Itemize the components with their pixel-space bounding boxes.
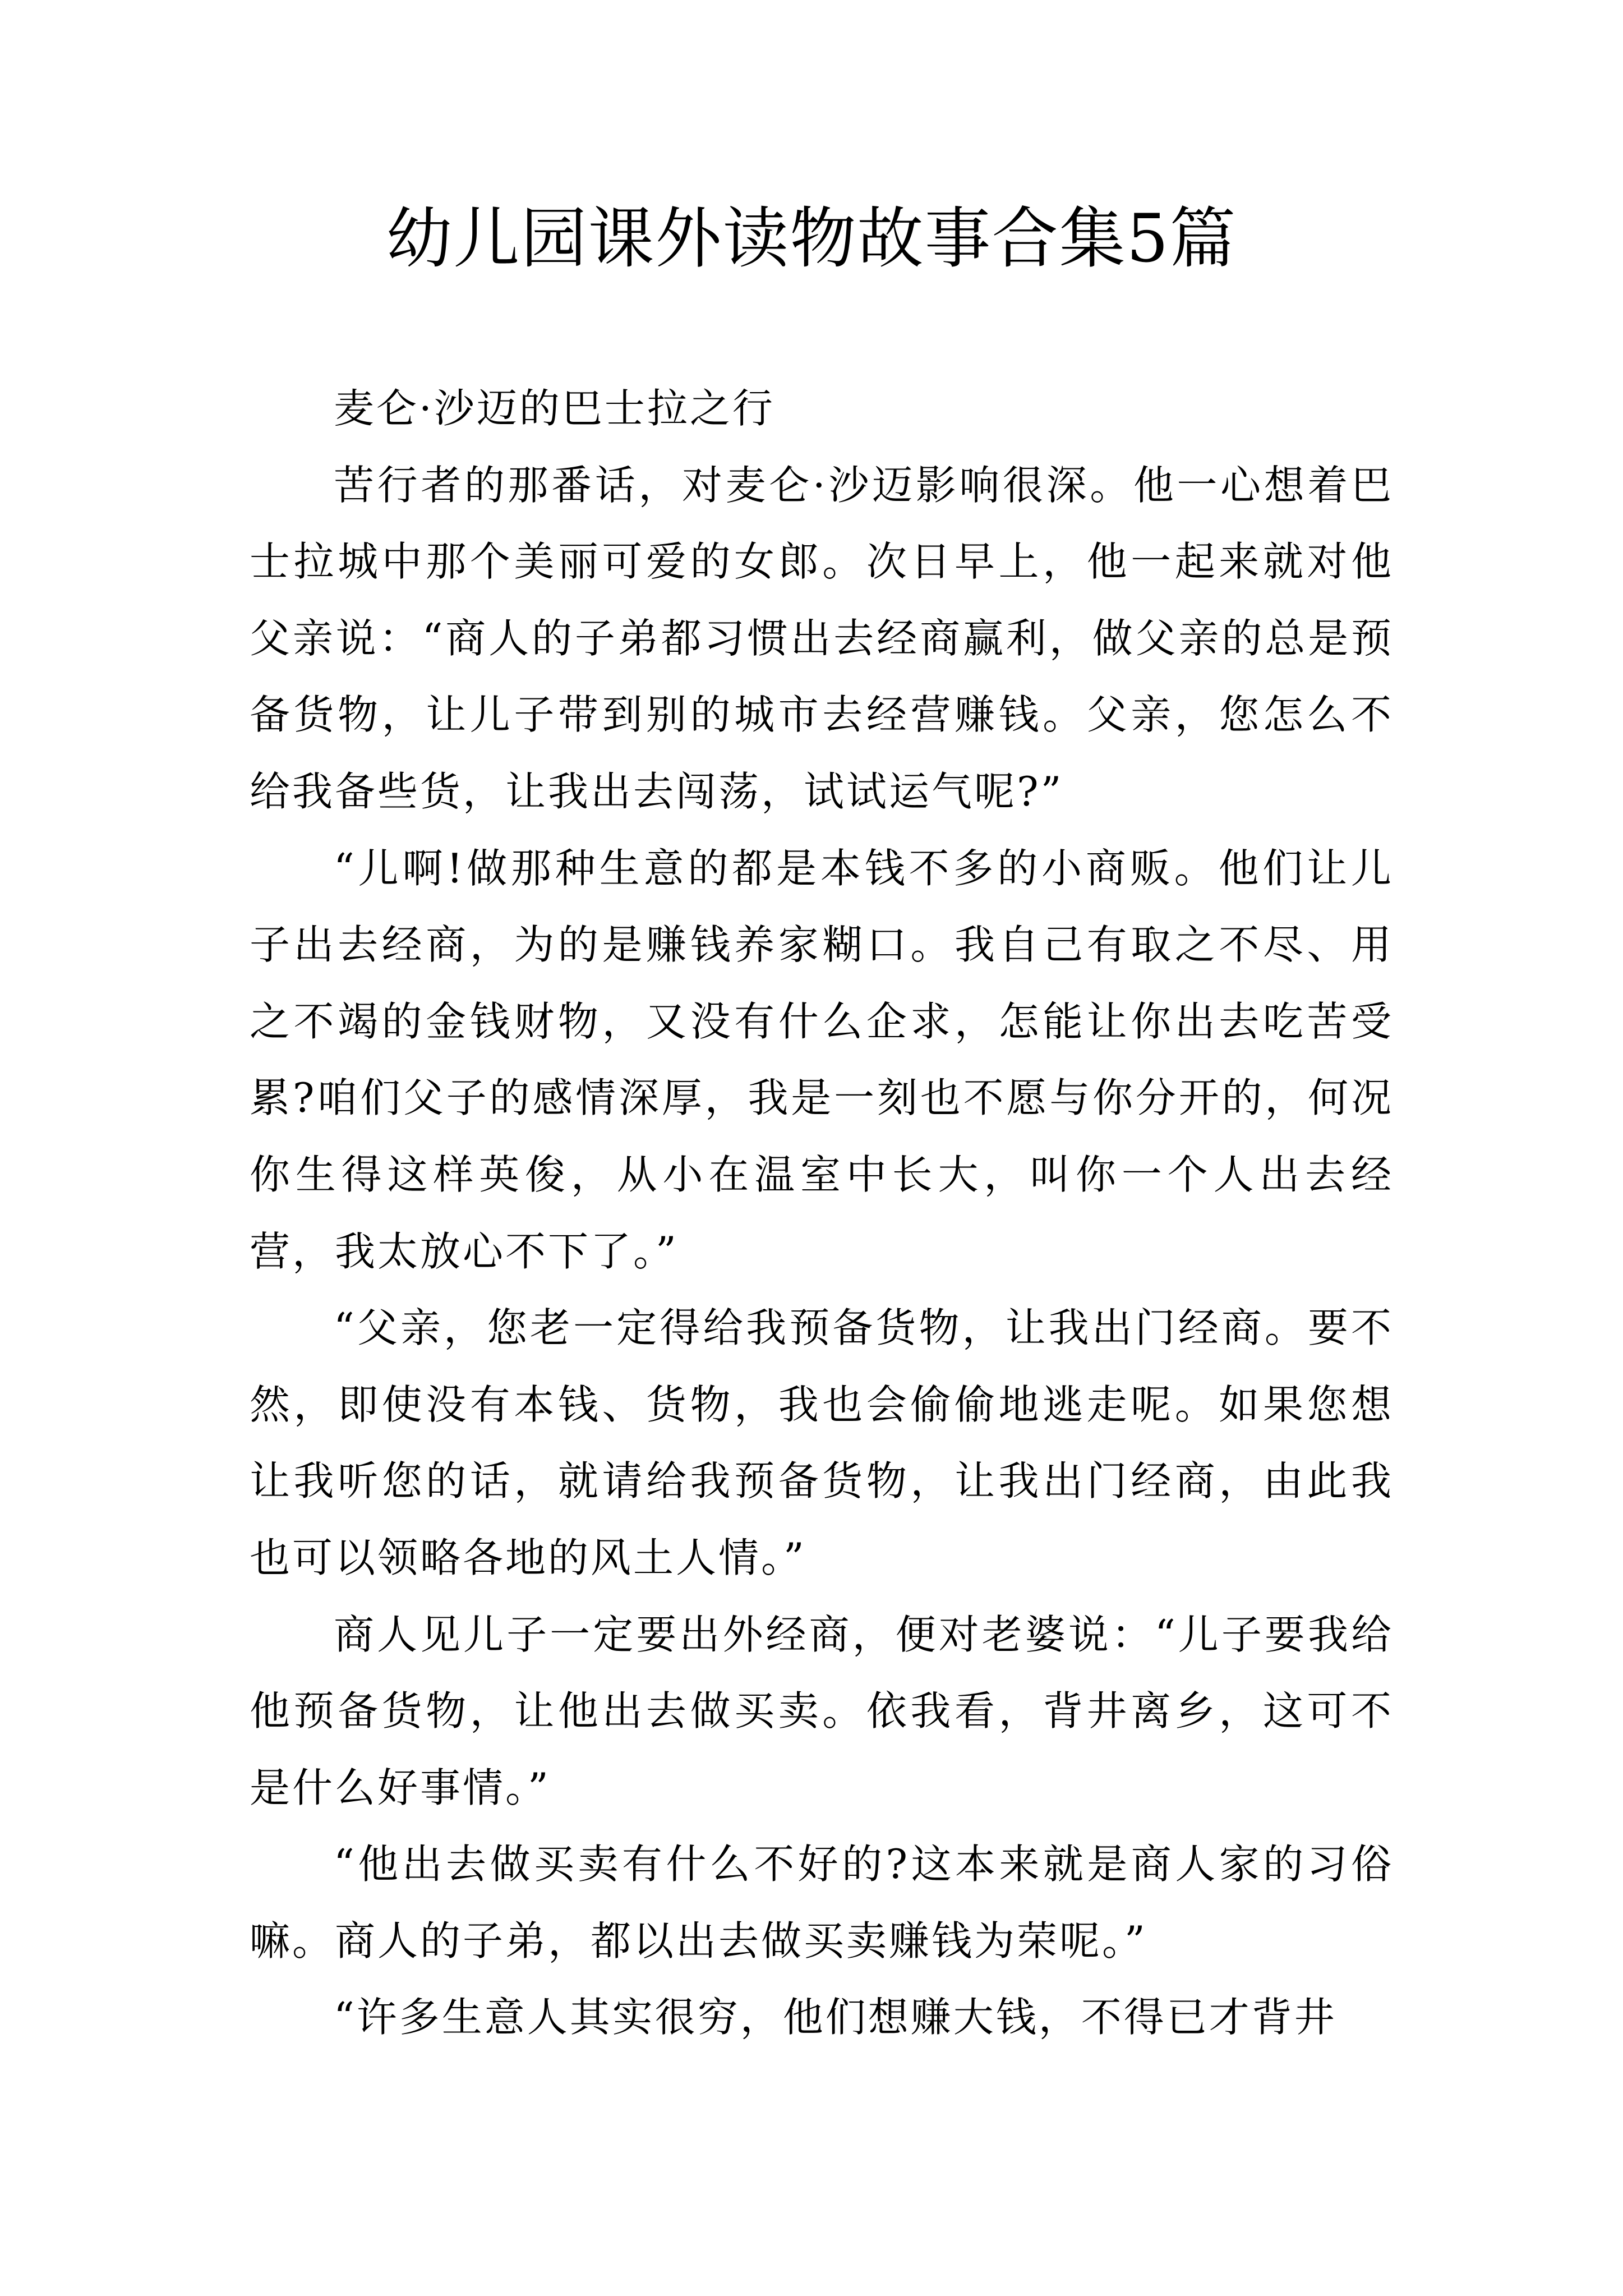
paragraph: “父亲，您老一定得给我预备货物，让我出门经商。要不然，即使没有本钱、货物，我也会偷偷地逃走呢。如果您想让我听您的话，就请给我预备货物，让我出门经商，由此我也可以领略各地的风土人情。”	[250, 1304, 1394, 1581]
document-title: 幼儿园课外读物故事合集5篇	[386, 200, 1237, 277]
paragraph-story-heading: 麦仑·沙迈的巴士拉之行	[334, 385, 775, 432]
document-body	[250, 370, 1394, 2056]
paragraph: “许多生意人其实很穷，他们想赚大钱，不得已才背井	[334, 1994, 1337, 2041]
paragraph: “他出去做买卖有什么不好的?这本来就是商人家的习俗嘛。商人的子弟，都以出去做买卖赚钱为荣呢。”	[250, 1841, 1394, 1964]
paragraph: 商人见儿子一定要出外经商，便对老婆说：“儿子要我给他预备货物，让他出去做买卖。依我看，背井离乡，这可不是什么好事情。”	[250, 1611, 1394, 1811]
paragraph: 苦行者的那番话，对麦仑·沙迈影响很深。他一心想着巴士拉城中那个美丽可爱的女郎。次日早上，他一起来就对他父亲说：“商人的子弟都习惯出去经商赢利，做父亲的总是预备货物，让儿子带到别的城市去经营赚钱。父亲，您怎么不给我备些货，让我出去闯荡，试试运气呢?”	[250, 461, 1394, 815]
paragraph: “儿啊!做那种生意的都是本钱不多的小商贩。他们让儿子出去经商，为的是赚钱养家糊口。我自己有取之不尽、用之不竭的金钱财物，又没有什么企求，怎能让你出去吃苦受累?咱们父子的感情深厚，我是一刻也不愿与你分开的，何况你生得这样英俊，从小在温室中长大，叫你一个人出去经营，我太放心不下了。”	[250, 844, 1394, 1275]
